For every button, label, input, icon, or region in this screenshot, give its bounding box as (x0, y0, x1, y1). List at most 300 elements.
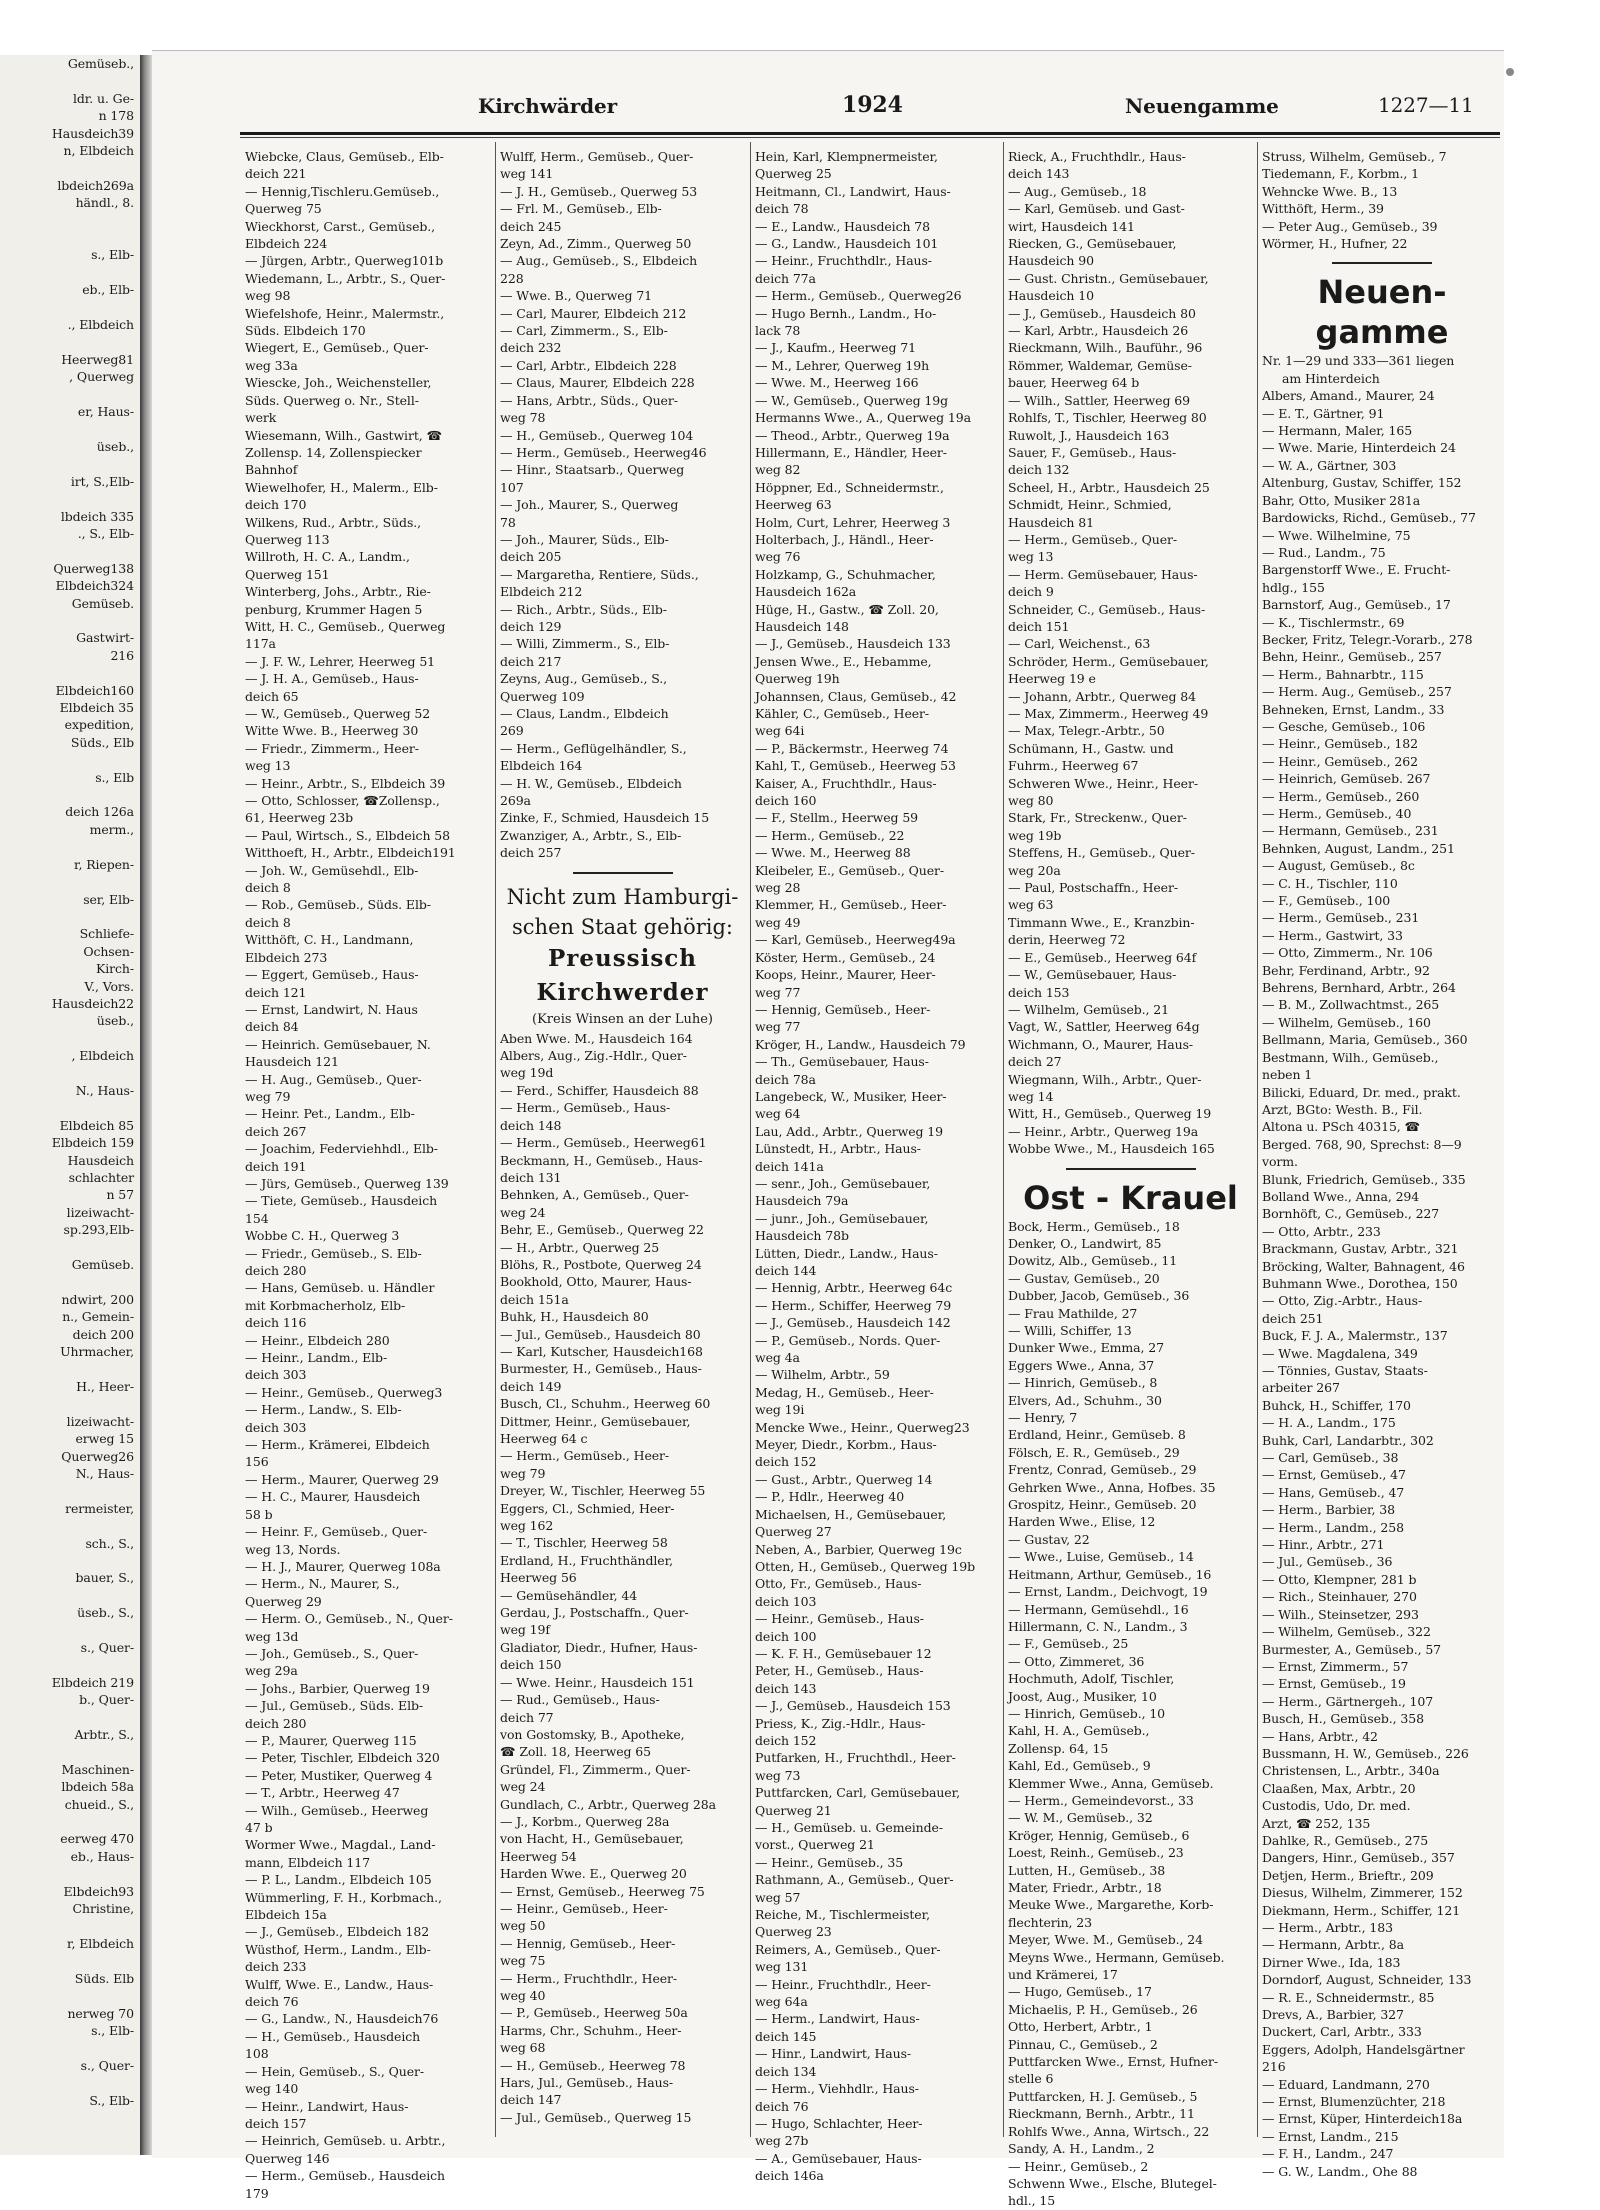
directory-entry-line: Neben, A., Barbier, Querweg 19c (755, 1541, 962, 1557)
directory-entry-line: Bolland Wwe., Anna, 294 (1262, 1188, 1420, 1204)
directory-entry-line: — Herm., Gemüseb., 40 (1262, 806, 1412, 821)
directory-entry-line: Sauer, F., Gemüseb., Haus- (1008, 444, 1177, 460)
directory-entry-line: — Frau Mathilde, 27 (1008, 1305, 1138, 1321)
directory-entry-line: deich 76 (245, 1994, 299, 2010)
directory-entry-line: mit Korbmacherholz, Elb- (245, 1297, 406, 1313)
directory-entry-line: Schwenn Wwe., Elsche, Blutegel- (1008, 2175, 1217, 2191)
directory-entry-line: — Herm. Gemüsebauer, Haus- (1008, 566, 1198, 582)
directory-entry-line: Puttfarcken, H. J. Gemüseb., 5 (1008, 2088, 1198, 2104)
directory-entry-line: Otto, Herbert, Arbtr., 1 (1008, 2019, 1153, 2035)
directory-entry-line: — Hennig,Tischleru.Gemüseb., (245, 183, 440, 199)
directory-entry-line: von Hacht, H., Gemüsebauer, (500, 1831, 684, 1847)
directory-entry-line: chueid., S., (64, 1796, 134, 1812)
directory-entry-line: — Hein, Gemüseb., S., Quer- (245, 2063, 425, 2079)
directory-entry-line: — Ernst, Blumenzüchter, 218 (1262, 2094, 1446, 2110)
directory-entry-line: stelle 6 (1008, 2071, 1054, 2087)
section-divider (1066, 1168, 1196, 1170)
directory-entry-line: deich 103 (755, 1593, 817, 1609)
directory-entry-line: Uhrmacher, (60, 1344, 134, 1360)
directory-entry-line: — Otto, Schlosser, ☎Zollensp., (245, 793, 440, 809)
directory-entry-line: Berged. 768, 90, Sprechst: 8—9 (1262, 1136, 1462, 1152)
directory-entry-line: weg 141 (500, 166, 554, 182)
directory-entry-line: Witthöft, Herm., 39 (1262, 201, 1384, 217)
directory-entry-line: — Paul, Postschaffn., Heer- (1008, 880, 1178, 896)
directory-entry-line: — Hinrich, Gemüseb., 8 (1008, 1375, 1158, 1391)
directory-entry-line: Puttfarcken, Carl, Gemüsebauer, (755, 1785, 960, 1801)
directory-entry-line: — Joh., Maurer, Süds., Elb- (500, 531, 669, 547)
directory-entry-line: ☎ Zoll. 18, Heerweg 65 (500, 1744, 651, 1760)
directory-entry-line: — Carl, Maurer, Elbdeich 212 (500, 305, 687, 321)
directory-entry-line: neben 1 (1262, 1067, 1313, 1083)
directory-entry-line: — G. W., Landm., Ohe 88 (1262, 2163, 1418, 2179)
directory-entry-line: Witthöft, C. H., Landmann, (245, 932, 414, 948)
directory-entry-line: — Hermann, Arbtr., 8a (1262, 1937, 1404, 1953)
directory-entry-line: — Herm., Viehhdlr., Haus- (755, 2081, 919, 2097)
directory-entry-line: Puttfarcken Wwe., Ernst, Hufner- (1008, 2054, 1218, 2070)
directory-entry-line: Arzt, BGto: Westh. B., Fil. (1262, 1101, 1423, 1117)
directory-entry-line: Gundlach, C., Arbtr., Querweg 28a (500, 1796, 716, 1812)
directory-entry-line: Wiegert, E., Gemüseb., Quer- (245, 340, 429, 356)
directory-entry-line: Rieckmann, Wilh., Bauführ., 96 (1008, 340, 1203, 356)
directory-entry-line: 78 (500, 514, 516, 530)
directory-entry-line: — Herm., Gemüseb., Quer- (1008, 531, 1178, 547)
directory-entry-line: Timmann Wwe., E., Kranzbin- (1008, 914, 1195, 930)
directory-entry-line: Dahlke, R., Gemüseb., 275 (1262, 1832, 1429, 1848)
directory-entry-line: — Wilhelm, Arbtr., 59 (755, 1367, 890, 1383)
directory-entry-line: Hillermann, C. N., Landm., 3 (1008, 1618, 1188, 1634)
directory-entry-line: Elbdeich 15a (245, 1907, 327, 1923)
directory-entry-line: Fölsch, E. R., Gemüseb., 29 (1008, 1444, 1180, 1460)
directory-entry-line: deich 280 (245, 1263, 307, 1278)
directory-entry-line: — Ernst, Küper, Hinterdeich18a (1262, 2111, 1463, 2127)
directory-entry-line: Behr, E., Gemüseb., Querweg 22 (500, 1222, 704, 1238)
directory-entry-line: Elbdeich 273 (245, 949, 328, 965)
section-divider (1332, 262, 1432, 264)
directory-entry-line: — Otto, Klempner, 281 b (1262, 1571, 1417, 1587)
directory-entry-line: Bellmann, Maria, Gemüseb., 360 (1262, 1032, 1468, 1048)
directory-entry-line: üseb., (96, 1013, 134, 1029)
directory-entry-line: — Otto, Zig.-Arbtr., Haus- (1262, 1293, 1423, 1309)
directory-entry-line: — Carl, Arbtr., Elbdeich 228 (500, 357, 677, 373)
directory-entry-line: — Frl. M., Gemüseb., Elb- (500, 201, 662, 217)
directory-entry-line: Bilicki, Eduard, Dr. med., prakt. (1262, 1084, 1461, 1100)
directory-entry-line: deich 303 (245, 1367, 307, 1383)
directory-entry-line: — Herm., Landw., S. Elb- (245, 1402, 402, 1418)
directory-entry-line: — H. C., Maurer, Hausdeich (245, 1489, 421, 1505)
directory-entry-line: Koops, Heinr., Maurer, Heer- (755, 967, 936, 983)
directory-entry-line (0, 612, 140, 629)
directory-entry-line: , Elbdeich (71, 1048, 134, 1064)
directory-entry-line: deich 134 (755, 2063, 817, 2079)
directory-entry-line: — Hugo, Gemüseb., 17 (1008, 1984, 1152, 2000)
directory-entry-line (0, 838, 140, 855)
directory-entry-line: Hausdeich 10 (1008, 288, 1094, 304)
directory-entry-line: — J., Gemüseb., Hausdeich 153 (755, 1698, 951, 1714)
directory-entry-line: — Herm., Maurer, Querweg 29 (245, 1471, 439, 1487)
directory-entry-line (0, 1709, 140, 1726)
directory-entry-line: 117a (245, 636, 276, 652)
directory-entry-line: Querweg 113 (245, 531, 330, 547)
page-corner-mark (1506, 68, 1514, 76)
directory-entry-line: — Joh. W., Gemüsehdl., Elb- (245, 862, 419, 878)
directory-entry-line: wirt, Hausdeich 141 (1008, 218, 1135, 234)
directory-entry-line: — Jürgen, Arbtr., Querweg101b (245, 253, 444, 269)
directory-entry-line: weg 77 (755, 1019, 801, 1035)
directory-entry-line (0, 1273, 140, 1290)
directory-entry-line: — H., Gemüseb. u. Gemeinde- (755, 1820, 943, 1835)
directory-entry-line: — Eduard, Landmann, 270 (1262, 2076, 1430, 2092)
directory-entry-line: Kähler, C., Gemüseb., Heer- (755, 706, 930, 721)
directory-entry-line: Schliefe- (79, 926, 134, 942)
directory-entry-line: — Carl, Weichenst., 63 (1008, 636, 1151, 652)
directory-entry-line: Behnken, A., Gemüseb., Quer- (500, 1187, 689, 1203)
directory-entry-line: Witt, H., Gemüseb., Querweg 19 (1008, 1106, 1212, 1122)
directory-entry-line: — Wwe. Wilhelmine, 75 (1262, 527, 1411, 543)
directory-entry-line: V., Vors. (84, 978, 134, 994)
directory-entry-line: — Heinr., Gemüseb., Heer- (500, 1900, 668, 1916)
directory-entry-line: — F., Gemüseb., 100 (1262, 893, 1391, 909)
directory-entry-line: Reimers, A., Gemüseb., Quer- (755, 1941, 941, 1957)
directory-entry-line: Harden Wwe. E., Querweg 20 (500, 1866, 687, 1882)
directory-entry-line: Kahl, T., Gemüseb., Heerweg 53 (755, 758, 956, 774)
directory-entry-line: deich 217 (500, 653, 562, 669)
directory-entry-line: — Ernst, Gemüseb., 47 (1262, 1467, 1406, 1483)
directory-entry-line: Querweg 27 (755, 1524, 832, 1540)
directory-entry-line: Hillermann, E., Händler, Heer- (755, 444, 947, 460)
directory-entry-line: lbdeich269a (57, 177, 134, 193)
directory-entry-line: — Heinr. F., Gemüseb., Quer- (245, 1524, 428, 1540)
directory-entry-line: Schümann, H., Gastw. und (1008, 740, 1174, 756)
directory-entry-line: weg 14 (1008, 1088, 1054, 1104)
directory-entry-line: — Wwe. B., Querweg 71 (500, 288, 653, 304)
directory-entry-line: Elbdeich93 (63, 1883, 134, 1899)
directory-entry-line: weg 19b (1008, 827, 1062, 843)
directory-entry-line: — Heinrich, Gemüseb. u. Arbtr., (245, 2133, 446, 2149)
directory-entry-line: — H., Gemüseb., Heerweg 78 (500, 2057, 686, 2073)
directory-entry-line: Michaelis, P. H., Gemüseb., 26 (1008, 2001, 1198, 2017)
directory-entry-line: Schmidt, Heinr., Schmied, (1008, 497, 1172, 513)
directory-entry-line: üseb., (96, 438, 134, 454)
directory-entry-line: merm., (89, 821, 134, 837)
directory-entry-line: händl., 8. (75, 195, 134, 211)
directory-entry-line: von Gostomsky, B., Apotheke, (500, 1726, 685, 1742)
directory-entry-line: eerweg 470 (60, 1831, 134, 1847)
prussian-heading-2: Kirchwerder (536, 978, 709, 1006)
prussian-title-2: schen Staat gehörig: (512, 914, 733, 939)
directory-entry-line: — H., Gemüseb., Hausdeich (245, 2028, 421, 2044)
directory-entry-line (0, 1622, 140, 1639)
directory-entry-line (0, 455, 140, 472)
directory-entry-line: Gerdau, J., Postschaffn., Quer- (500, 1605, 689, 1621)
directory-entry-line: Jensen Wwe., E., Hebamme, (755, 653, 932, 669)
directory-entry-line: er, Haus- (77, 404, 134, 420)
directory-entry-line: Duckert, Carl, Arbtr., 333 (1262, 2024, 1422, 2040)
directory-entry-line: n 178 (98, 108, 134, 124)
directory-entry-line: Elvers, Ad., Schuhm., 30 (1008, 1392, 1162, 1408)
directory-entry-line: Bahnhof (245, 462, 298, 478)
directory-entry-line: Denker, O., Landwirt, 85 (1008, 1235, 1162, 1251)
directory-entry-line: deich 146a (755, 2168, 824, 2184)
directory-entry-line: — Paul, Wirtsch., S., Elbdeich 58 (245, 827, 450, 843)
directory-entry-line: weg 40 (500, 1988, 546, 2003)
directory-entry-line: lizeiwacht- (66, 1413, 134, 1429)
directory-entry-line: Dittmer, Heinr., Gemüsebauer, (500, 1413, 691, 1429)
directory-entry-line: — Herm., Gemüseb., Heerweg61 (500, 1135, 707, 1151)
directory-entry-line: weg 162 (500, 1518, 554, 1534)
directory-entry-line: — Aug., Gemüseb., S., Elbdeich (500, 253, 698, 269)
directory-entry-line: Wiefelshofe, Heinr., Malermstr., (245, 305, 445, 321)
directory-entry-line: deich 153 (1008, 984, 1070, 1000)
directory-entry-line: — Heinr., Landwirt, Haus- (245, 2098, 409, 2114)
directory-entry-line: — Joh., Gemüseb., S., Quer- (245, 1645, 419, 1661)
directory-entry-line: Hausdeich 79a (755, 1193, 849, 1209)
directory-entry-line: weg 64 (755, 1106, 801, 1122)
directory-entry-line: Meyns Wwe., Hermann, Gemüseb. (1008, 1949, 1225, 1965)
directory-entry-line: — J., Gemüseb., Elbdeich 182 (245, 1924, 430, 1940)
directory-entry-line: Aben Wwe. M., Hausdeich 164 (500, 1030, 693, 1046)
directory-entry-line: Kröger, Hennig, Gemüseb., 6 (1008, 1827, 1190, 1843)
directory-entry-line: weg 27b (755, 2133, 809, 2149)
directory-entry-line: deich 65 (245, 688, 299, 704)
directory-entry-line: Querweg 146 (245, 2150, 330, 2166)
directory-entry-line: Hausdeich (67, 1152, 134, 1168)
directory-entry-line: Wüsthof, Herm., Landm., Elb- (245, 1941, 431, 1957)
directory-entry-line: Elbdeich 219 (51, 1674, 134, 1690)
directory-entry-line: — Wwe. Magdalena, 349 (1262, 1345, 1418, 1361)
directory-entry-line: Gründel, Fl., Zimmerm., Quer- (500, 1761, 691, 1777)
directory-entry-line: 179 (245, 2185, 269, 2201)
directory-entry-line (0, 786, 140, 803)
directory-entry-line: — F., Stellm., Heerweg 59 (755, 810, 919, 826)
directory-entry-line: Elbdeich160 (55, 682, 134, 698)
directory-entry-line: deich 144 (755, 1263, 817, 1278)
directory-entry-line: — Max, Telegr.-Arbtr., 50 (1008, 723, 1165, 739)
directory-entry-line: ., Elbdeich (67, 317, 134, 333)
directory-entry-line: Zollensp. 14, Zollenspiecker (245, 444, 422, 460)
directory-entry-line: Elbdeich 224 (245, 236, 328, 252)
directory-entry-line: deich 143 (1008, 166, 1070, 182)
directory-entry-line: Wilkens, Rud., Arbtr., Süds., (245, 514, 422, 530)
directory-entry-line: — J. H., Gemüseb., Querweg 53 (500, 183, 698, 199)
directory-entry-line: — P., Hdlr., Heerweg 40 (755, 1489, 905, 1505)
directory-entry-line: ser, Elb- (83, 891, 134, 907)
directory-entry-line (0, 1952, 140, 1969)
directory-entry-line: deich 151 (1008, 618, 1070, 634)
directory-entry-line: — August, Gemüseb., 8c (1262, 858, 1415, 874)
directory-entry-line: Klemmer Wwe., Anna, Gemüseb. (1008, 1775, 1214, 1791)
directory-entry-line: Kröger, H., Landw., Hausdeich 79 (755, 1036, 966, 1052)
directory-entry-line: 269a (500, 793, 531, 809)
directory-entry-line: Hüge, H., Gastw., ☎ Zoll. 20, (755, 601, 939, 617)
directory-entry-line: Eggers, Cl., Schmied, Heer- (500, 1500, 675, 1516)
directory-entry-line: — Hinrich, Gemüseb., 10 (1008, 1705, 1166, 1721)
directory-entry-line: weg 29a (245, 1663, 298, 1679)
directory-entry-line: Wiescke, Joh., Weichensteller, (245, 375, 432, 391)
directory-entry-line: — Willi, Schiffer, 13 (1008, 1323, 1132, 1338)
directory-entry-line: — Rob., Gemüseb., Süds. Elb- (245, 897, 431, 913)
directory-entry-line: Buck, F. J. A., Malermstr., 137 (1262, 1328, 1448, 1344)
directory-entry-line: — F. H., Landm., 247 (1262, 2146, 1394, 2162)
directory-entry-line: Bröcking, Walter, Bahnagent, 46 (1262, 1258, 1465, 1274)
directory-entry-line: Holterbach, J., Händl., Heer- (755, 531, 934, 547)
directory-entry-line: Wormer Wwe., Magdal., Land- (245, 1837, 436, 1853)
directory-entry-line: — Karl, Gemüseb. und Gast- (1008, 201, 1185, 217)
directory-entry-line: deich 77a (755, 270, 816, 286)
section-divider (573, 872, 673, 874)
directory-entry-line: — Herm., Schiffer, Heerweg 79 (755, 1297, 952, 1313)
directory-entry-line: — F., Gemüseb., 25 (1008, 1636, 1129, 1652)
column-1 (245, 148, 490, 2201)
directory-entry-line: — Max, Zimmerm., Heerweg 49 (1008, 706, 1209, 721)
directory-entry-line: weg 98 (245, 288, 291, 304)
directory-entry-line: weg 68 (500, 2040, 546, 2056)
directory-entry-line: Heerweg 63 (755, 497, 832, 513)
directory-entry-line: — H., Arbtr., Querweg 25 (500, 1239, 660, 1255)
directory-entry-line: Lutten, H., Gemüseb., 38 (1008, 1862, 1166, 1878)
directory-entry-line: weg 13 (1008, 549, 1054, 565)
directory-entry-line: Elbdeich 85 (59, 1117, 134, 1133)
directory-entry-line: Fuhrm., Heerweg 67 (1008, 758, 1139, 774)
directory-entry-line: 216 (110, 647, 134, 663)
directory-entry-line: Hausdeich 81 (1008, 514, 1094, 530)
directory-entry-line: deich 152 (755, 1732, 817, 1748)
directory-entry-line: 108 (245, 2046, 269, 2062)
directory-entry-line: deich 149 (500, 1378, 562, 1394)
column-separator (1003, 142, 1004, 2137)
directory-entry-line: bauer, S., (75, 1570, 134, 1586)
directory-entry-line: — Heinr., Gemüseb., 2 (1008, 2158, 1149, 2174)
directory-entry-line: — Heinrich. Gemüsebauer, N. (245, 1036, 431, 1052)
directory-entry-line: weg 50 (500, 1918, 546, 1934)
directory-entry-line: s., Elb (95, 769, 134, 785)
directory-entry-line: r, Riepen- (73, 856, 134, 872)
directory-entry-line: Wiedemann, L., Arbtr., S., Quer- (245, 270, 446, 286)
directory-entry-line: Gemüseb., (67, 56, 134, 71)
directory-entry-line: Albers, Amand., Maurer, 24 (1262, 388, 1435, 404)
directory-entry-line: Lünstedt, H., Arbtr., Haus- (755, 1141, 921, 1157)
directory-entry-line: Höppner, Ed., Schneidermstr., (755, 479, 944, 495)
directory-entry-line: — Heinr., Arbtr., S., Elbdeich 39 (245, 775, 446, 791)
directory-entry-line: Bardowicks, Richd., Gemüseb., 77 (1262, 510, 1476, 526)
directory-entry-line: — K. F. H., Gemüsebauer 12 (755, 1645, 932, 1661)
directory-entry-line: Querweg 19h (755, 671, 840, 687)
directory-entry-line: weg 82 (755, 462, 801, 478)
directory-entry-line: Joost, Aug., Musiker, 10 (1008, 1688, 1157, 1704)
directory-entry-line: — Gesche, Gemüseb., 106 (1262, 718, 1426, 734)
directory-entry-line: und Krämerei, 17 (1008, 1967, 1118, 1983)
directory-entry-line: — W. M., Gemüseb., 32 (1008, 1810, 1153, 1826)
directory-entry-line: — Herm., Gemüseb., Heerweg46 (500, 444, 707, 460)
directory-entry-line: weg 24 (500, 1204, 546, 1220)
column-separator (495, 142, 496, 2137)
directory-entry-line: deich 232 (500, 340, 562, 356)
directory-entry-line: Querweg26 (61, 1448, 134, 1464)
directory-entry-line: — Peter, Tischler, Elbdeich 320 (245, 1750, 440, 1766)
directory-entry-line: — Heinr., Gemüseb., 262 (1262, 753, 1418, 769)
directory-entry-line: Erdland, Heinr., Gemüseb. 8 (1008, 1427, 1186, 1443)
directory-entry-line: weg 57 (755, 1889, 801, 1905)
directory-entry-line: H., Heer- (76, 1378, 134, 1394)
directory-entry-line: — Herm., Gemüseb., 260 (1262, 788, 1420, 804)
directory-entry-line: irt, S.,Elb- (70, 473, 134, 489)
directory-entry-line: — Rud., Landm., 75 (1262, 544, 1386, 560)
column-2 (500, 148, 745, 2138)
directory-entry-line: deich 9 (1008, 584, 1054, 600)
directory-entry-line: — Wilhelm, Gemüseb., 21 (1008, 1001, 1169, 1017)
directory-entry-line: — Rich., Arbtr., Süds., Elb- (500, 601, 667, 617)
directory-entry-line: Vagt, W., Sattler, Heerweg 64g (1008, 1019, 1200, 1035)
directory-entry-line: 156 (245, 1454, 269, 1470)
directory-entry-line: — Heinr., Landm., Elb- (245, 1350, 388, 1366)
directory-entry-line: Querweg 21 (755, 1802, 832, 1818)
directory-entry-line: deich 150 (500, 1657, 562, 1673)
directory-entry-line: Stark, Fr., Streckenw., Quer- (1008, 810, 1187, 826)
directory-entry-line: deich 160 (755, 793, 817, 809)
directory-entry-line: — Friedr., Zimmerm., Heer- (245, 740, 419, 756)
directory-entry-line: weg 75 (500, 1953, 546, 1969)
directory-entry-line: Wümmerling, F. H., Korbmach., (245, 1889, 442, 1905)
directory-entry-line (0, 1813, 140, 1830)
directory-entry-line: — Wilhelm, Gemüseb., 160 (1262, 1014, 1431, 1030)
directory-entry-line: — T., Tischler, Heerweg 58 (500, 1535, 668, 1551)
directory-entry-line: — Heinr., Elbdeich 280 (245, 1332, 390, 1348)
directory-entry-line: — Karl, Gemüseb., Heerweg49a (755, 932, 956, 948)
directory-entry-line: Mencke Wwe., Heinr., Querweg23 (755, 1419, 970, 1435)
directory-entry-line (0, 1743, 140, 1760)
directory-entry-line: deich 200 (72, 1326, 134, 1342)
directory-entry-line: — W., Gemüseb., Querweg 52 (245, 706, 431, 721)
directory-entry-line: Lütten, Diedr., Landw., Haus- (755, 1245, 938, 1261)
directory-entry-line: — Herm., Arbtr., 183 (1262, 1920, 1393, 1935)
directory-entry-line: Wobbe Wwe., M., Hausdeich 165 (1008, 1141, 1215, 1157)
directory-entry-line: Querweg 25 (755, 166, 832, 182)
directory-entry-line: Wulff, Herm., Gemüseb., Quer- (500, 149, 694, 164)
directory-entry-line: Hausdeich39 (51, 125, 134, 141)
directory-entry-line: Hausdeich 78b (755, 1228, 849, 1244)
directory-entry-line: deich 257 (500, 845, 562, 861)
directory-entry-line: — Gust. Christn., Gemüsebauer, (1008, 270, 1209, 286)
directory-entry-line: Wiegmann, Wilh., Arbtr., Quer- (1008, 1071, 1202, 1087)
directory-entry-line: Heitmann, Cl., Landwirt, Haus- (755, 183, 951, 199)
directory-entry-line: — J., Kaufm., Heerweg 71 (755, 340, 916, 356)
directory-entry-line: — Hennig, Gemüseb., Heer- (500, 1935, 676, 1951)
directory-entry-line: s., Elb- (91, 2022, 134, 2038)
directory-entry-line: — G., Landw., Hausdeich 101 (755, 236, 939, 252)
directory-entry-line: — P. L., Landm., Elbdeich 105 (245, 1872, 432, 1888)
directory-entry-line: Bahr, Otto, Musiker 281a (1262, 492, 1421, 508)
directory-entry-line: Burmester, A., Gemüseb., 57 (1262, 1641, 1442, 1657)
directory-entry-line: Schneider, C., Gemüseb., Haus- (1008, 601, 1206, 617)
directory-entry-line: 216 (1262, 2059, 1286, 2075)
previous-page-fragment (0, 55, 142, 2155)
directory-entry-line: Rieckmann, Bernh., Arbtr., 11 (1008, 2106, 1195, 2122)
directory-entry-line: deich 303 (245, 1419, 307, 1435)
directory-entry-line: — A., Gemüsebauer, Haus- (755, 2150, 922, 2166)
directory-entry-line: — Heinr., Gemüseb., Haus- (755, 1611, 924, 1627)
directory-entry-line: 107 (500, 479, 524, 495)
directory-entry-line: Busch, Cl., Schuhm., Heerweg 60 (500, 1396, 711, 1412)
directory-entry-line (0, 421, 140, 438)
directory-entry-line: Wichmann, O., Maurer, Haus- (1008, 1036, 1194, 1052)
directory-entry-line: Wiewelhofer, H., Malerm., Elb- (245, 479, 438, 495)
directory-entry-line: Heerweg 19 e (1008, 671, 1096, 687)
directory-entry-line: — Henry, 7 (1008, 1410, 1078, 1426)
directory-entry-line: deich 143 (755, 1680, 817, 1696)
directory-entry-line: — Heinr., Gemüseb., 182 (1262, 736, 1418, 752)
directory-entry-line: deich 280 (245, 1715, 307, 1731)
directory-entry-line: Albers, Aug., Zig.-Hdlr., Quer- (500, 1048, 687, 1064)
directory-entry-line: weg 79 (245, 1088, 291, 1104)
